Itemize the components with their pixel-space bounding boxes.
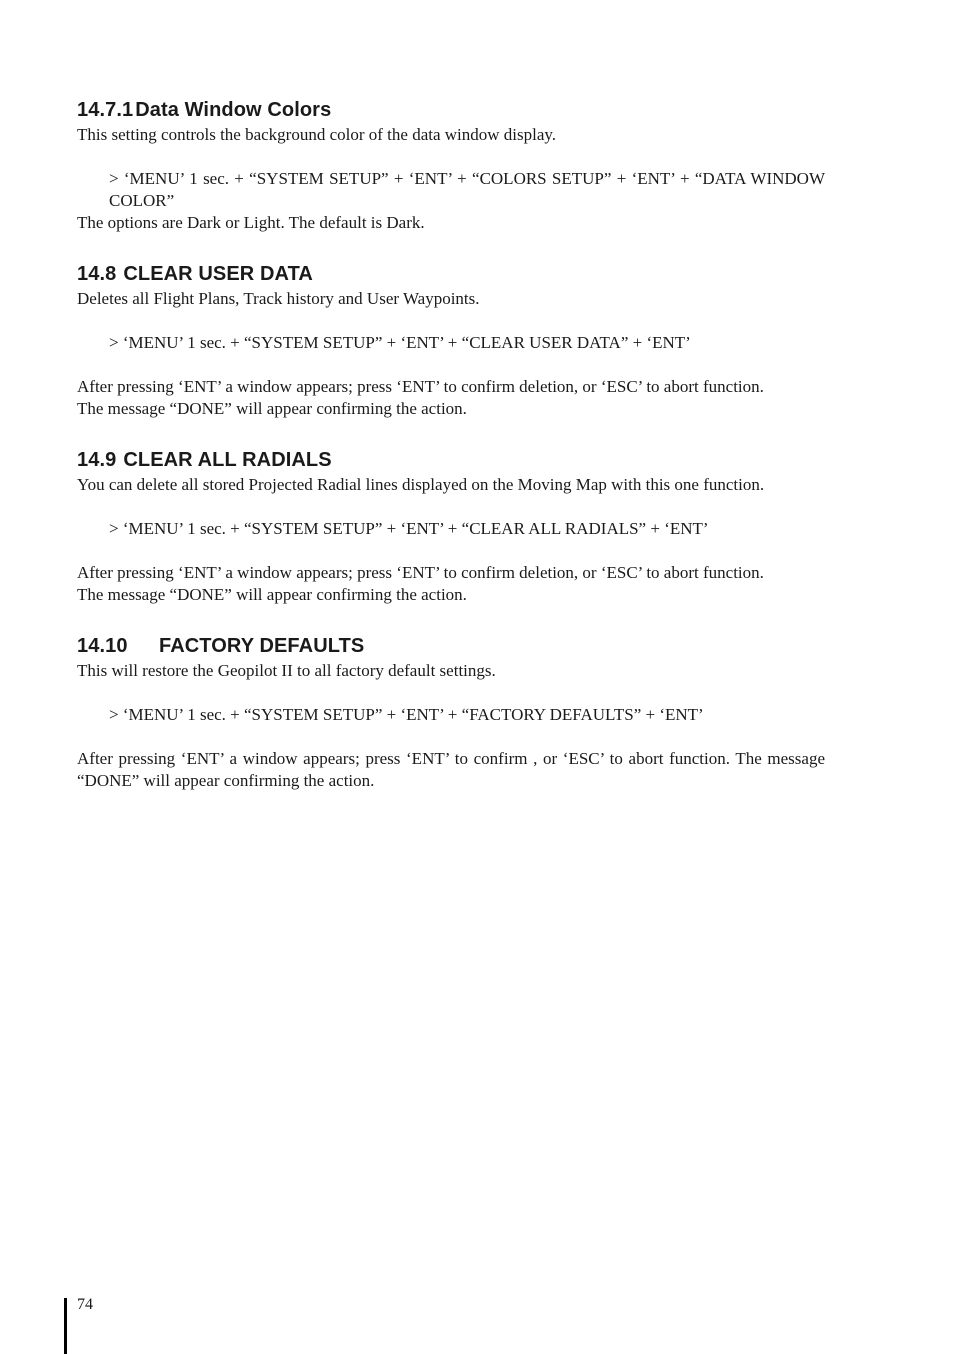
section-data-window-colors	[77, 96, 825, 234]
section-intro: You can delete all stored Projected Radial lines displayed on the Moving Map with this one function.	[77, 475, 765, 494]
section-number: 14.7.1	[77, 99, 134, 121]
menu-command: > ‘MENU’ 1 sec. + “SYSTEM SETUP” + ‘ENT’ + “CLEAR USER DATA” + ‘ENT’	[109, 333, 691, 352]
section-heading	[77, 632, 825, 660]
page-number: 74	[77, 1296, 93, 1313]
section-number: 14.9	[77, 449, 117, 471]
section-number: 14.10	[77, 635, 128, 657]
section-clear-all-radials	[77, 446, 825, 606]
section-intro: This setting controls the background color of the data window display.	[77, 125, 557, 144]
section-heading	[77, 96, 825, 124]
section-title: FACTORY DEFAULTS	[159, 635, 365, 657]
menu-command: > ‘MENU’ 1 sec. + “SYSTEM SETUP” + ‘ENT’ + “FACTORY DEFAULTS” + ‘ENT’	[109, 705, 704, 724]
section-after-text: After pressing ‘ENT’ a window appears; press ‘ENT’ to confirm deletion, or ‘ESC’ to abort function.	[77, 377, 764, 396]
section-intro: Deletes all Flight Plans, Track history and User Waypoints.	[77, 289, 480, 308]
section-after-text: After pressing ‘ENT’ a window appears; press ‘ENT’ to confirm , or ‘ESC’ to abort function. The message “DONE” will appear confirming the action.	[77, 749, 825, 790]
section-after-text: After pressing ‘ENT’ a window appears; press ‘ENT’ to confirm deletion, or ‘ESC’ to abort function.	[77, 563, 764, 582]
section-note: The options are Dark or Light. The default is Dark.	[77, 213, 425, 232]
menu-command: > ‘MENU’ 1 sec. + “SYSTEM SETUP” + ‘ENT’ + “CLEAR ALL RADIALS” + ‘ENT’	[109, 519, 709, 538]
section-title: CLEAR ALL RADIALS	[123, 449, 332, 471]
section-intro: This will restore the Geopilot II to all factory default settings.	[77, 661, 496, 680]
section-heading	[77, 260, 825, 288]
section-title: CLEAR USER DATA	[123, 263, 313, 285]
menu-command: > ‘MENU’ 1 sec. + “SYSTEM SETUP” + ‘ENT’ + “COLORS SETUP” + ‘ENT’ + “DATA WINDOW COLOR”	[109, 169, 825, 210]
section-clear-user-data	[77, 260, 825, 420]
section-message: The message “DONE” will appear confirming the action.	[77, 399, 467, 418]
margin-rule	[64, 1298, 67, 1354]
section-heading	[77, 446, 825, 474]
section-title: Data Window Colors	[135, 99, 332, 121]
section-factory-defaults	[77, 632, 825, 792]
section-message: The message “DONE” will appear confirming the action.	[77, 585, 467, 604]
section-number: 14.8	[77, 263, 117, 285]
document-page	[77, 96, 825, 792]
